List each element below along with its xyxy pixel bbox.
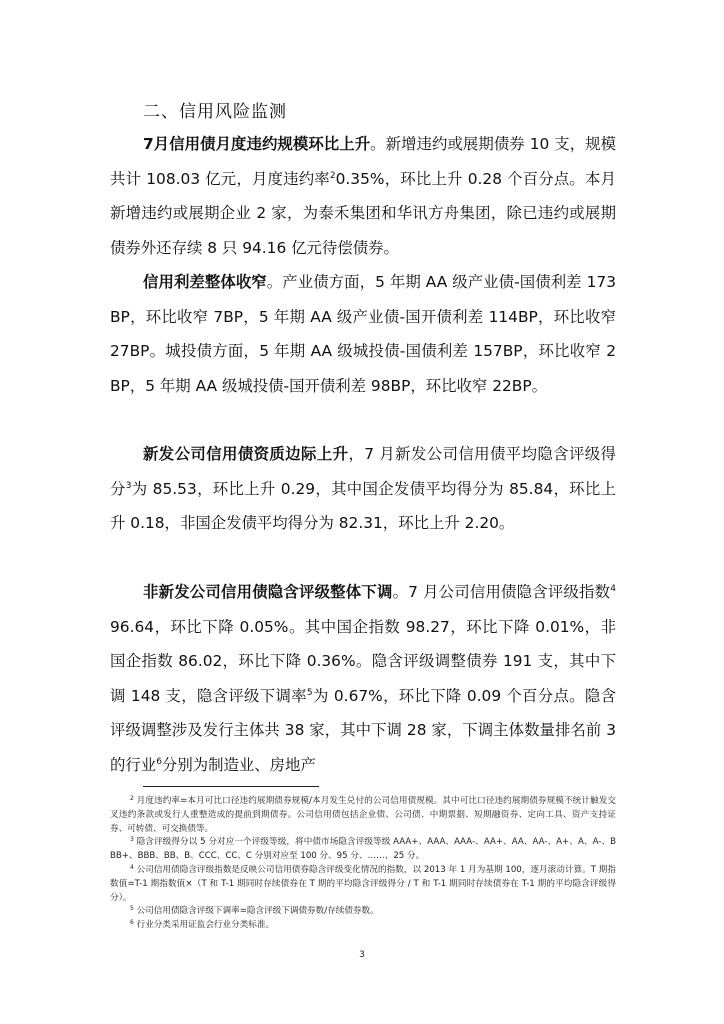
footnote-item <box>110 864 616 905</box>
footnote-number: 6 <box>130 919 134 927</box>
footnote-item <box>110 795 616 836</box>
paragraph-implied-rating <box>110 575 616 782</box>
footnote-separator <box>143 786 319 787</box>
footnote-ref[interactable]: 6 <box>156 756 162 767</box>
section-heading: 二、信用风险监测 <box>143 102 287 122</box>
footnote-text: 公司信用债隐含评级指数是反映公司信用债券隐含评级变化情况的指数，以 2013 年 1 月为基期 100，逐月滚动计算。T 期指数值=T-1 期指数值×（T 和 T-1 期同时存续债券在 T 期的平均隐含评级得分 / T 和 T-1 期同时存续债券在 T-1 期的平均隐含评级得分）。 <box>110 864 616 903</box>
footnote-number: 2 <box>130 795 134 802</box>
paragraph-lead: 7月信用债月度违约规模环比上升 <box>143 135 371 153</box>
footnote-number: 3 <box>130 836 134 844</box>
footnote-ref[interactable]: 2 <box>329 170 336 181</box>
footnote-ref[interactable]: 4 <box>610 584 616 594</box>
paragraph-text: 为 85.53，环比上升 0.29，其中国企发债平均得分为 85.84，环比上升 0.18，非国企发债平均得分为 82.31，环比上升 2.20。 <box>110 479 616 532</box>
paragraph-text: 0.35%，环比上升 0.28 个百分点。本月新增违约或展期企业 2 家，为泰禾集团和华讯方舟集团，除已违约或展期债券外还存续 8 只 94.16 亿元待偿债券。 <box>110 169 616 257</box>
paragraph-credit-spread <box>110 265 616 403</box>
paragraph-text: 为 0.67%，环比下降 0.09 个百分点。隐含评级调整涉及发行主体共 38 家，其中下调 28 家，下调主体数量排名前 3 的行业 <box>110 686 616 774</box>
footnote-item <box>110 905 616 919</box>
paragraph-lead: 信用利差整体收窄 <box>143 273 267 291</box>
footnote-text: 月度违约率=本月可比口径违约展期债券规模/本月发生兑付的公司信用债规模。其中可比口径违约展期债券规模不统计触发交叉违约条款或发行人重整造成的提前到期债券。公司信用债包括企业债、公司债、中期票据、短期融资券、定向工具、资产支持证券、可转债、可交换债等。 <box>110 796 616 834</box>
footnotes <box>110 795 616 933</box>
footnote-text: 公司信用债隐含评级下调率=隐含评级下调债券数/存续债券数。 <box>136 906 379 917</box>
footnote-ref[interactable]: 5 <box>306 687 313 698</box>
paragraph-text: 。新增违约或展期债券 10 支，规模共计 108.03 亿元，月度违约率 <box>110 135 616 188</box>
footnote-ref[interactable]: 3 <box>125 480 132 491</box>
footnote-number: 5 <box>130 905 134 913</box>
footnote-number: 4 <box>130 863 134 871</box>
paragraph-lead: 新发公司信用债资质边际上升 <box>143 445 349 463</box>
paragraph-text: 。7 月公司信用债隐含评级指数 <box>392 583 611 601</box>
page-number: 3 <box>359 950 365 960</box>
paragraph-text: 分别为制造业、房地产 <box>161 755 316 774</box>
paragraph-new-issue-quality <box>110 437 616 541</box>
paragraph-text: 。产业债方面，5 年期 AA 级产业债-国债利差 173BP，环比收窄 7BP，5 年期 AA 级产业债-国开债利差 114BP，环比收窄 27BP。城投债方面，5 年期 AA 级城投债-国债利差 157BP，环比收窄 2BP，5 年期 AA 级城投债-国开债利差 98BP，环比收窄 22BP。 <box>110 273 616 395</box>
paragraph-text: ，7 月新发公司信用债平均隐含评级得分 <box>110 445 616 498</box>
footnote-item <box>110 919 616 933</box>
paragraph-lead: 非新发公司信用债隐含评级整体下调 <box>143 583 393 601</box>
footnote-item <box>110 836 616 864</box>
footnote-text: 隐含评级得分以 5 分对应一个评级等级，将中债市场隐含评级等级 AAA+、AAA、AAA-、AA+、AA、AA-、A+、A、A-、BBB+、BBB、BB、B、CCC、CC、C 分别对应至 100 分、95 分、……、25 分。 <box>110 837 617 862</box>
paragraph-text: 96.64，环比下降 0.05%。其中国企指数 98.27，环比下降 0.01%，非国企指数 86.02，环比下降 0.36%。隐含评级调整债券 191 支，其中下调 148 支，隐含评级下调率 <box>110 617 616 705</box>
paragraph-default-scale <box>110 127 616 265</box>
footnote-text: 行业分类采用证监会行业分类标准。 <box>136 920 275 931</box>
